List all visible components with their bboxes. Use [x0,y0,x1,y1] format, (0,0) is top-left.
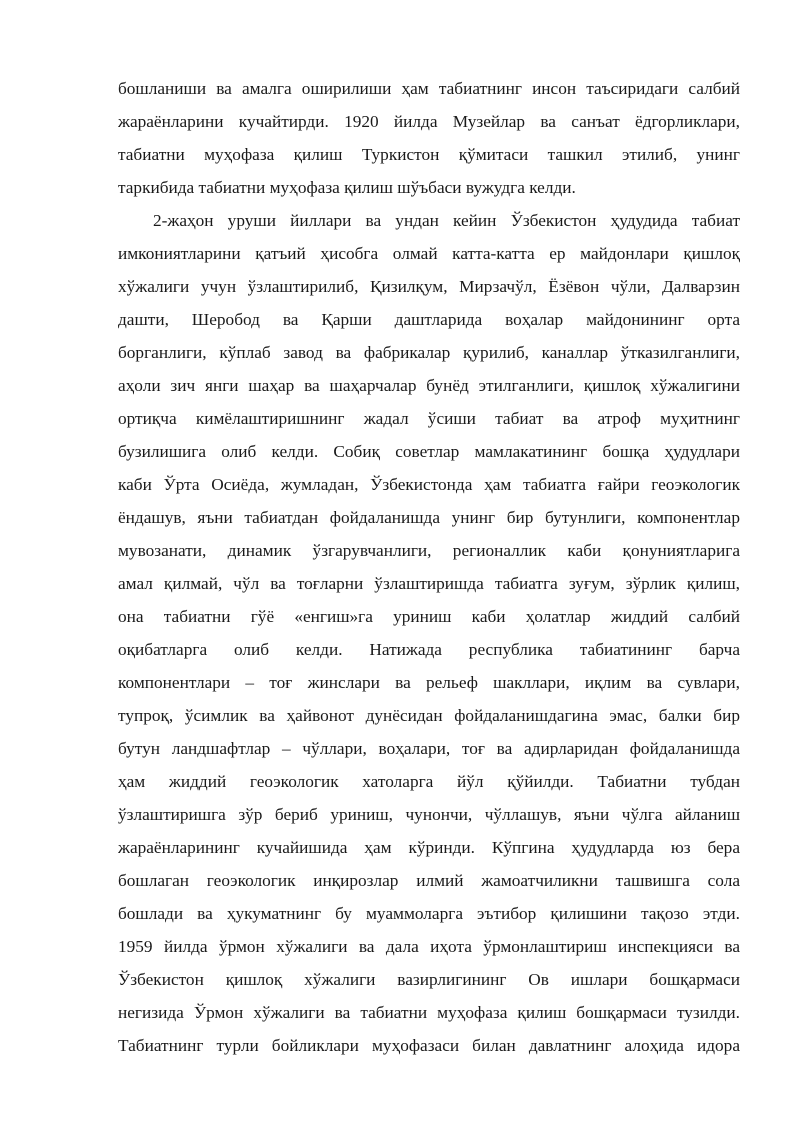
text-line: аҳоли зич янги шаҳар ва шаҳарчалар бунёд этилганлиги, қишлоқ хўжалигини [118,376,740,395]
document-body [118,72,740,1062]
text-line: ортиқча кимёлаштиришнинг жадал ўсиши табиат ва атроф муҳитнинг [118,409,740,428]
paragraph-2 [118,204,740,1062]
paragraph-1 [118,72,740,204]
text-line: ёндашув, яъни табиатдан фойдаланишда унинг бир бутунлиги, компонентлар [118,508,740,527]
text-line: компонентлари – тоғ жинслари ва рельеф шакллари, иқлим ва сувлари, [118,673,740,692]
text-line: дашти, Шеробод ва Қарши даштларида воҳалар майдонининг орта [118,310,740,329]
text-line: мувозанати, динамик ўзгарувчанлиги, регионаллик каби қонуниятларига [118,541,740,560]
text-line: ҳам жиддий геоэкологик хатоларга йўл қўйилди. Табиатни тубдан [118,772,740,791]
text-line: 2-жаҳон уруши йиллари ва ундан кейин Ўзбекистон ҳудудида табиат [153,211,740,230]
text-line: бузилишига олиб келди. Собиқ советлар мамлакатининг бошқа ҳудудлари [118,442,740,461]
text-line: ўзлаштиришга зўр бериб уриниш, чунончи, чўллашув, яъни чўлга айланиш [118,805,740,824]
text-line: бошлади ва ҳукуматнинг бу муаммоларга эътибор қилишини тақозо этди. [118,904,740,923]
text-line: борганлиги, кўплаб завод ва фабрикалар қурилиб, каналлар ўтказилганлиги, [118,343,740,362]
text-line: хўжалиги учун ўзлаштирилиб, Қизилқум, Мирзачўл, Ёзёвон чўли, Далварзин [118,277,740,296]
text-line: жараёнларини кучайтирди. 1920 йилда Музейлар ва санъат ёдгорликлари, [118,112,740,131]
text-line: 1959 йилда ўрмон хўжалиги ва дала иҳота ўрмонлаштириш инспекцияси ва [118,937,740,956]
text-line: бошлаган геоэкологик инқирозлар илмий жамоатчиликни ташвишга сола [118,871,740,890]
text-line: Табиатнинг турли бойликлари муҳофазаси билан давлатнинг алоҳида идора [118,1036,740,1055]
text-line: негизида Ўрмон хўжалиги ва табиатни муҳофаза қилиш бошқармаси тузилди. [118,1003,740,1022]
text-line: амал қилмай, чўл ва тоғларни ўзлаштиришда табиатга зуғум, зўрлик қилиш, [118,574,740,593]
text-line: она табиатни гўё «енгиш»га уриниш каби ҳолатлар жиддий салбий [118,607,740,626]
text-line: каби Ўрта Осиёда, жумладан, Ўзбекистонда ҳам табиатга ғайри геоэкологик [118,475,740,494]
text-line: бошланиши ва амалга оширилиши ҳам табиатнинг инсон таъсиридаги салбий [118,79,740,98]
text-line: жараёнларининг кучайишида ҳам кўринди. Кўпгина ҳудудларда юз бера [118,838,740,857]
text-line: имкониятларини қатъий ҳисобга олмай катта-катта ер майдонлари қишлоқ [118,244,740,263]
text-line: таркибида табиатни муҳофаза қилиш шўъбаси вужудга келди. [118,178,576,197]
text-line: Ўзбекистон қишлоқ хўжалиги вазирлигининг Ов ишлари бошқармаси [118,970,740,989]
text-line: тупроқ, ўсимлик ва ҳайвонот дунёсидан фойдаланишдагина эмас, балки бир [118,706,740,725]
text-line: бутун ландшафтлар – чўллари, воҳалари, тоғ ва адирларидан фойдаланишда [118,739,740,758]
text-line: табиатни муҳофаза қилиш Туркистон қўмитаси ташкил этилиб, унинг [118,145,740,164]
text-line: оқибатларга олиб келди. Натижада республика табиатининг барча [118,640,740,659]
